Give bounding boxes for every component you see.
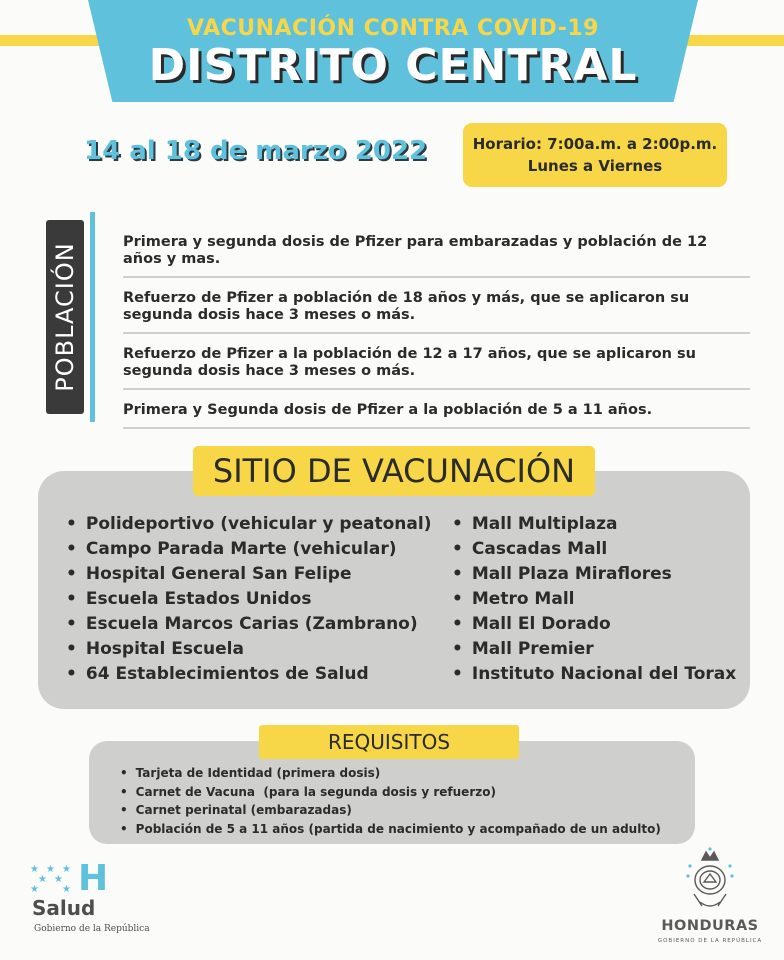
poblacion-item: Refuerzo de Pfizer a población de 18 años y más, que se aplicaron su segunda dosis hace 3 meses o más. [123,288,750,334]
salud-h-letter: H [78,858,109,899]
svg-text:★: ★ [46,864,55,875]
poblacion-item: Primera y Segunda dosis de Pfizer a la población de 5 a 11 años. [123,400,750,429]
page-title: DISTRITO CENTRAL [148,40,638,91]
poblacion-list [123,232,750,439]
schedule-hours: Horario: 7:00a.m. a 2:00p.m. [472,135,718,153]
requisito-item: • Población de 5 a 11 años (partida de nacimiento y acompañado de un adulto) [120,820,661,839]
sitio-item: • Mall Plaza Miraflores [452,562,736,587]
sitio-item: • Mall Premier [452,637,736,662]
salud-logo [28,858,150,942]
sitio-item: • Campo Parada Marte (vehicular) [66,537,431,562]
star-cluster-icon [28,862,74,894]
honduras-name: HONDURAS [661,918,759,934]
sitio-item: • Mall El Dorado [452,612,736,637]
requisitos-list [120,764,661,838]
svg-text:★: ★ [38,874,47,885]
requisito-item: • Tarjeta de Identidad (primera dosis) [120,764,661,783]
sitio-item: • Escuela Estados Unidos [66,587,431,612]
requisito-item: • Carnet perinatal (embarazadas) [120,801,661,820]
svg-text:★: ★ [30,884,39,894]
header-subtitle: VACUNACIÓN CONTRA COVID-19 [187,16,599,41]
requisito-item: • Carnet de Vacuna (para la segunda dosis y refuerzo) [120,783,661,802]
svg-text:★: ★ [30,864,39,875]
sitio-list-left [66,512,431,687]
schedule-box [463,123,727,187]
salud-word: Salud [32,896,96,920]
svg-text:★: ★ [62,864,71,875]
requisitos-title: REQUISITOS [259,725,519,759]
sitio-item: • Hospital General San Felipe [66,562,431,587]
coat-of-arms-icon [682,846,738,916]
svg-text:★: ★ [62,884,71,894]
honduras-subtext: GOBIERNO DE LA REPÚBLICA [657,938,763,944]
sitio-item: • Escuela Marcos Carias (Zambrano) [66,612,431,637]
sitio-item: • Instituto Nacional del Torax [452,662,736,687]
poblacion-label: POBLACIÓN [51,242,79,392]
sitio-item: • Metro Mall [452,587,736,612]
sitio-list-right [452,512,736,687]
campaign-dates: 14 al 18 de marzo 2022 [84,136,428,166]
poblacion-accent-bar [90,212,95,422]
sitio-title: SITIO DE VACUNACIÓN [193,446,595,496]
sitio-item: • Polideportivo (vehicular y peatonal) [66,512,431,537]
poblacion-item: Primera y segunda dosis de Pfizer para embarazadas y población de 12 años y mas. [123,232,750,278]
honduras-logo [650,842,770,952]
sitio-item: • 64 Establecimientos de Salud [66,662,431,687]
sitio-item: • Cascadas Mall [452,537,736,562]
poblacion-item: Refuerzo de Pfizer a la población de 12 a 17 años, que se aplicaron su segunda dosis hace 3 meses o más. [123,344,750,390]
sitio-item: • Hospital Escuela [66,637,431,662]
poblacion-label-wrap [46,220,84,414]
schedule-days: Lunes a Viernes [527,157,663,175]
salud-gov-text: Gobierno de la República [34,924,150,934]
sitio-item: • Mall Multiplaza [452,512,736,537]
svg-text:★: ★ [54,874,63,885]
